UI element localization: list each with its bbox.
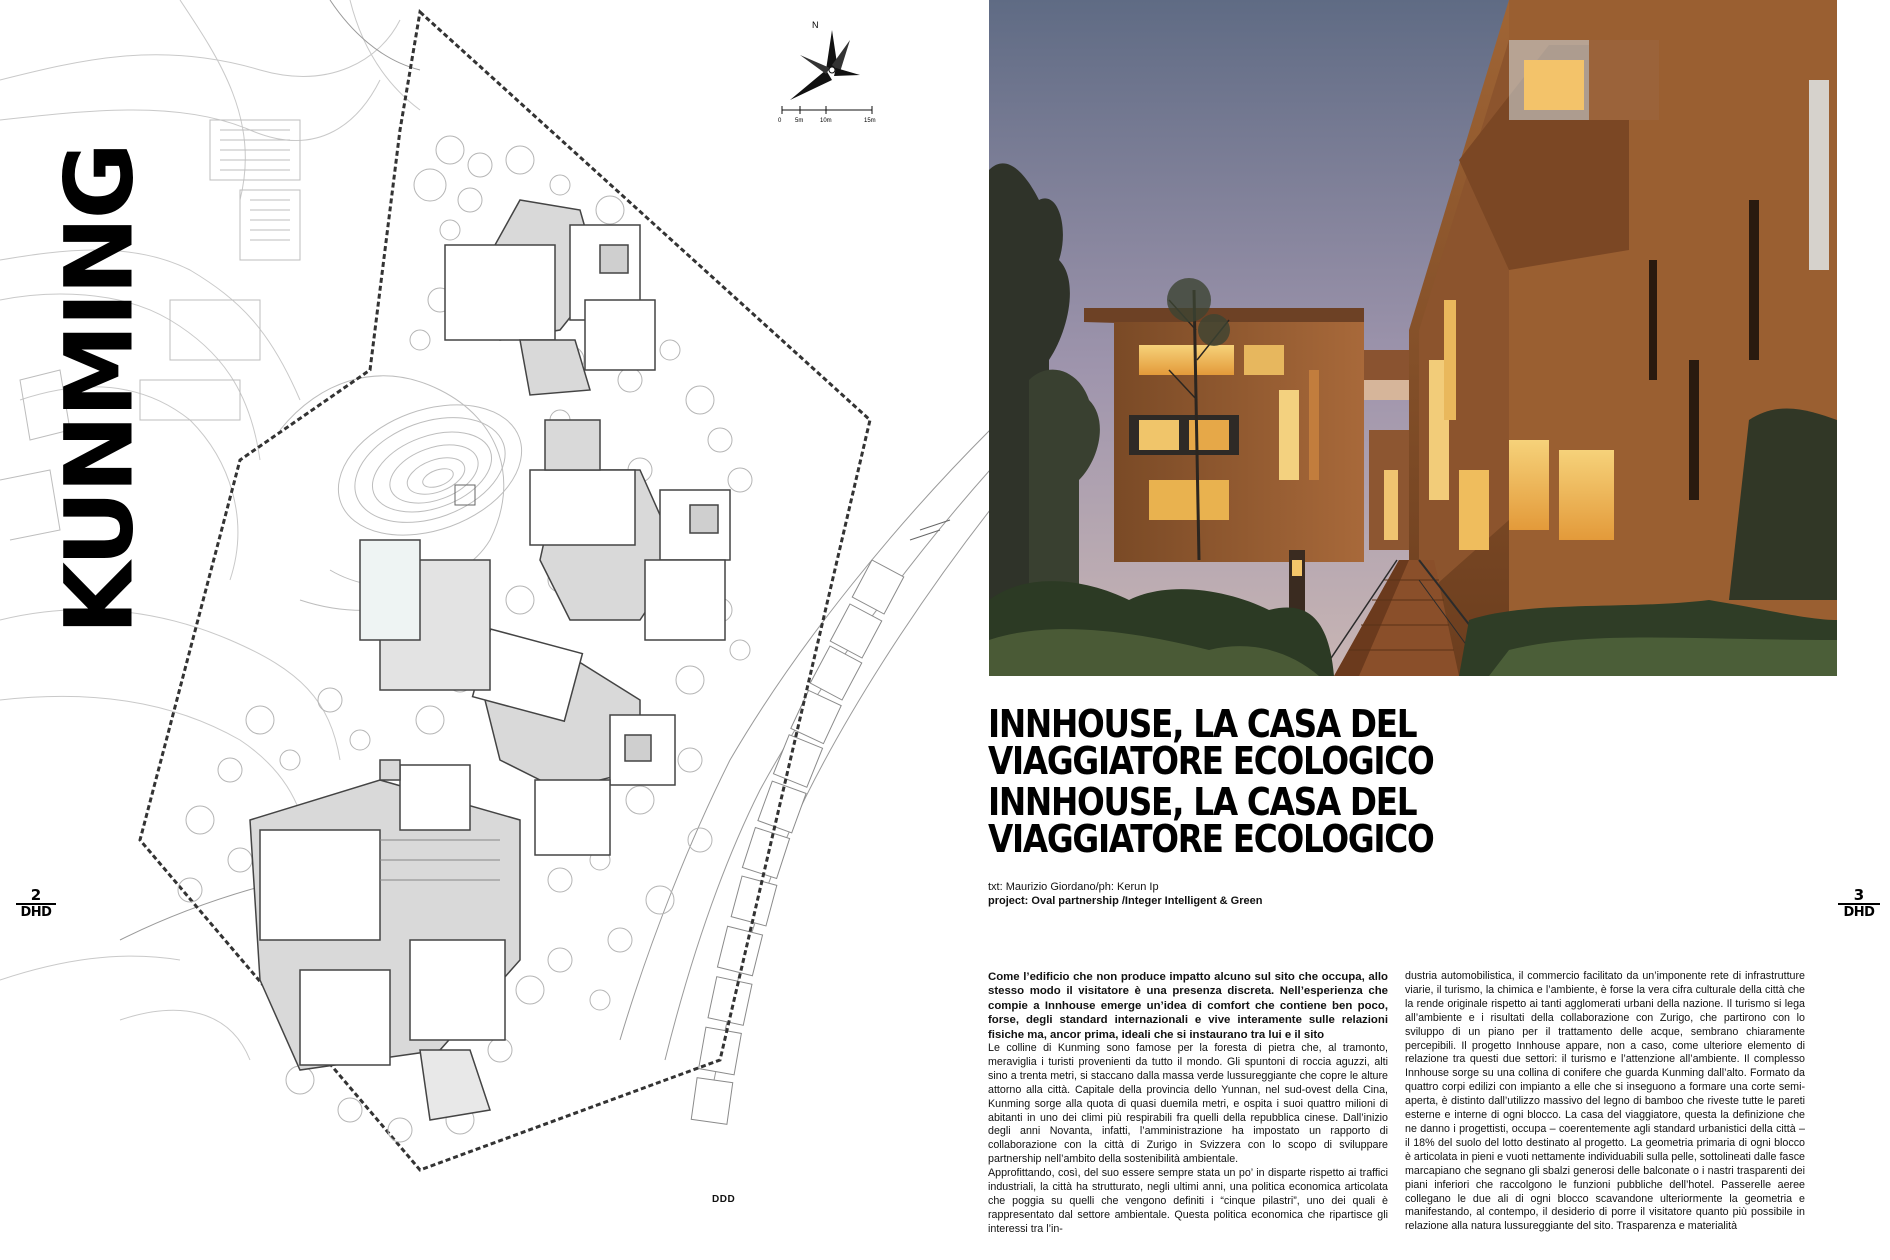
- article-credits: [988, 880, 1262, 908]
- magazine-mark: DHD: [16, 903, 56, 919]
- magazine-mark: DHD: [1838, 903, 1880, 919]
- vertical-city-title: [45, 140, 155, 640]
- scale-label: 5m: [795, 118, 804, 124]
- project-value: Oval partnership /Integer Intelligent & Green: [1031, 895, 1263, 907]
- title-repeat-line-2: VIAGGIATORE ECOLOGICO: [988, 817, 1434, 861]
- article-title: [988, 702, 1748, 861]
- title-line-2: VIAGGIATORE ECOLOGICO: [988, 739, 1434, 783]
- page-number-right: [1838, 888, 1880, 919]
- project-label: project:: [988, 895, 1029, 907]
- north-arrow-icon: [778, 20, 876, 124]
- article-lede: Come l’edificio che non produce impatto alcuno sul sito che occupa, allo stesso modo il visitatore è una presenza discreta. Nell’esperienza che compie a Innhouse emerge un’idea di comfort che contiene ben poco, forse, degli standard internazionali e vive interamente sulle relazioni fisiche ma, ancor prima, ideali che si instaurano tra lui e il sito: [988, 971, 1388, 1041]
- body-paragraph: Le colline di Kunming sono famose per la foresta di pietra che, al tramonto, meraviglia i turisti provenienti da tutto il mondo. Gli spuntoni di roccia aguzzi, alti sino a trenta metri, si staccano dalla massa verde lussureggiante che copre le alture attorno alla città. Capitale della provincia dello Yunnan, nel sud-ovest della Cina, Kunming sorge alla quota di quasi duemila metri, e ospita i suoi quattro milioni di abitanti in uno dei climi più respirabili fra quelli della repubblica cinese. Dall’inizio degli anni Novanta, infatti, l’amministrazione ha impostato un rapporto di collaborazione con la città di Zurigo in Svizzera con lo scopo di sviluppare partnership nell’ambito della sostenibilità ambientale.: [988, 1042, 1388, 1166]
- building-photo: [989, 0, 1837, 676]
- body-paragraph: Approfittando, così, del suo essere sempre stata un po’ in disparte rispetto ai traffici industriali, la città ha strutturato, negli ultimi anni, una politica economica articolata che poggia su quelli che vengono definiti i “cinque pilastri”, uno dei quali è rappresentato dal settore ambientale. Questa politica economica che ripartisce gli interessi tra l’in-: [988, 1167, 1388, 1235]
- body-paragraph: dustria automobilistica, il commercio facilitato da un’imponente rete di infrastrutture viarie, il turismo, la chimica e l’ambiente, è forse la vera cifra culturale della città che la rende originale rispetto ai tanti agglomerati urbani della nazione. Il turismo si lega all’ambiente e i risultati della collaborazione con Zurigo, che partirono con lo sviluppo di un piano per il trattamento delle acque, sembrano chiaramente percepibili. Il progetto Innhouse appare, non a caso, come ulteriore elemento di relazione tra questi due settori: il turismo e l’attenzione all’ambiente. Il complesso Innhouse sorge su una collina di conifere che guarda Kunming dall’alto. Formato da quattro corpi edilizi con impianto a elle che si inseguono a formare una corte semi-aperta, è distinto dall’utilizzo massivo del legno di bamboo che riveste tutte le pareti esterne e interne di ogni blocco. La casa del viaggiatore, questa la definizione che ne danno i progettisti, occupa – coerentemente agli standard urbanistici della città – il 18% del suolo del lotto destinato al progetto. La geometria primaria di ogni blocco è articolata in pieni e vuoti nettamente individuabili sulla pelle, sottolineati dalle fasce marcapiano che segnano gli sbalzi generosi delle balconate o i nastri trasparenti dei piani inferiori che raccolgono le funzioni pubbliche dell’hotel. Passerelle aeree collegano le due ali di ogni blocco scavandone ulteriormente la geometria e manifestando, al contempo, il desiderio di porre il visitatore quanto più possibile in relazione alla natura lussureggiante del sito. Trasparenza e materialità: [1405, 970, 1805, 1233]
- scale-label: 10m: [820, 118, 832, 124]
- city-title-text: KUNMING: [45, 145, 155, 635]
- author-credit: txt: Maurizio Giordano/ph: Kerun Ip: [988, 881, 1159, 893]
- project-credit: [988, 894, 1262, 908]
- page-number: 2: [30, 886, 42, 904]
- page-number-left: [16, 888, 56, 919]
- text-column-right: [1405, 970, 1805, 1234]
- title-repeat-line-1: INNHOUSE, LA CASA DEL: [988, 780, 1417, 824]
- page-footer: DDD: [712, 1194, 736, 1205]
- scale-label: 0: [778, 118, 782, 124]
- text-column-left: [988, 970, 1388, 1237]
- title-line-1: INNHOUSE, LA CASA DEL: [988, 702, 1417, 746]
- page-number: 3: [1853, 886, 1865, 904]
- scale-label: 15m: [864, 118, 876, 124]
- north-label: N: [812, 20, 819, 30]
